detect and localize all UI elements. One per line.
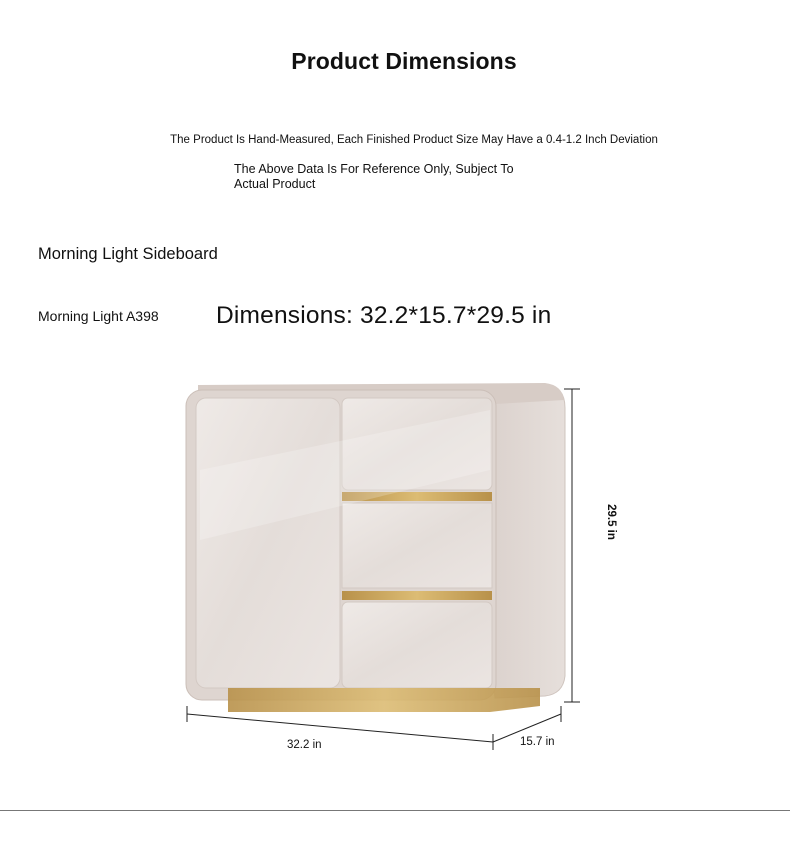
product-model: Morning Light A398 <box>38 308 159 324</box>
sideboard-cabinet <box>186 383 565 712</box>
width-label: 32.2 in <box>287 739 322 751</box>
drawer-middle <box>342 503 492 588</box>
product-name: Morning Light Sideboard <box>38 245 218 263</box>
bottom-divider <box>0 810 790 811</box>
measurement-note: The Product Is Hand-Measured, Each Finished Product Size May Have a 0.4-1.2 Inch Deviation <box>170 134 658 146</box>
cabinet-door <box>196 398 340 688</box>
reference-note: The Above Data Is For Reference Only, Subject To Actual Product <box>234 162 514 191</box>
width-line <box>187 714 493 742</box>
gold-handle-bottom <box>342 591 492 600</box>
height-label: 29.5 in <box>605 504 617 540</box>
depth-label: 15.7 in <box>520 736 555 748</box>
gold-plinth <box>228 688 540 712</box>
page-title: Product Dimensions <box>291 48 517 74</box>
dimensions-heading: Dimensions: 32.2*15.7*29.5 in <box>216 302 552 329</box>
drawer-bottom <box>342 602 492 688</box>
